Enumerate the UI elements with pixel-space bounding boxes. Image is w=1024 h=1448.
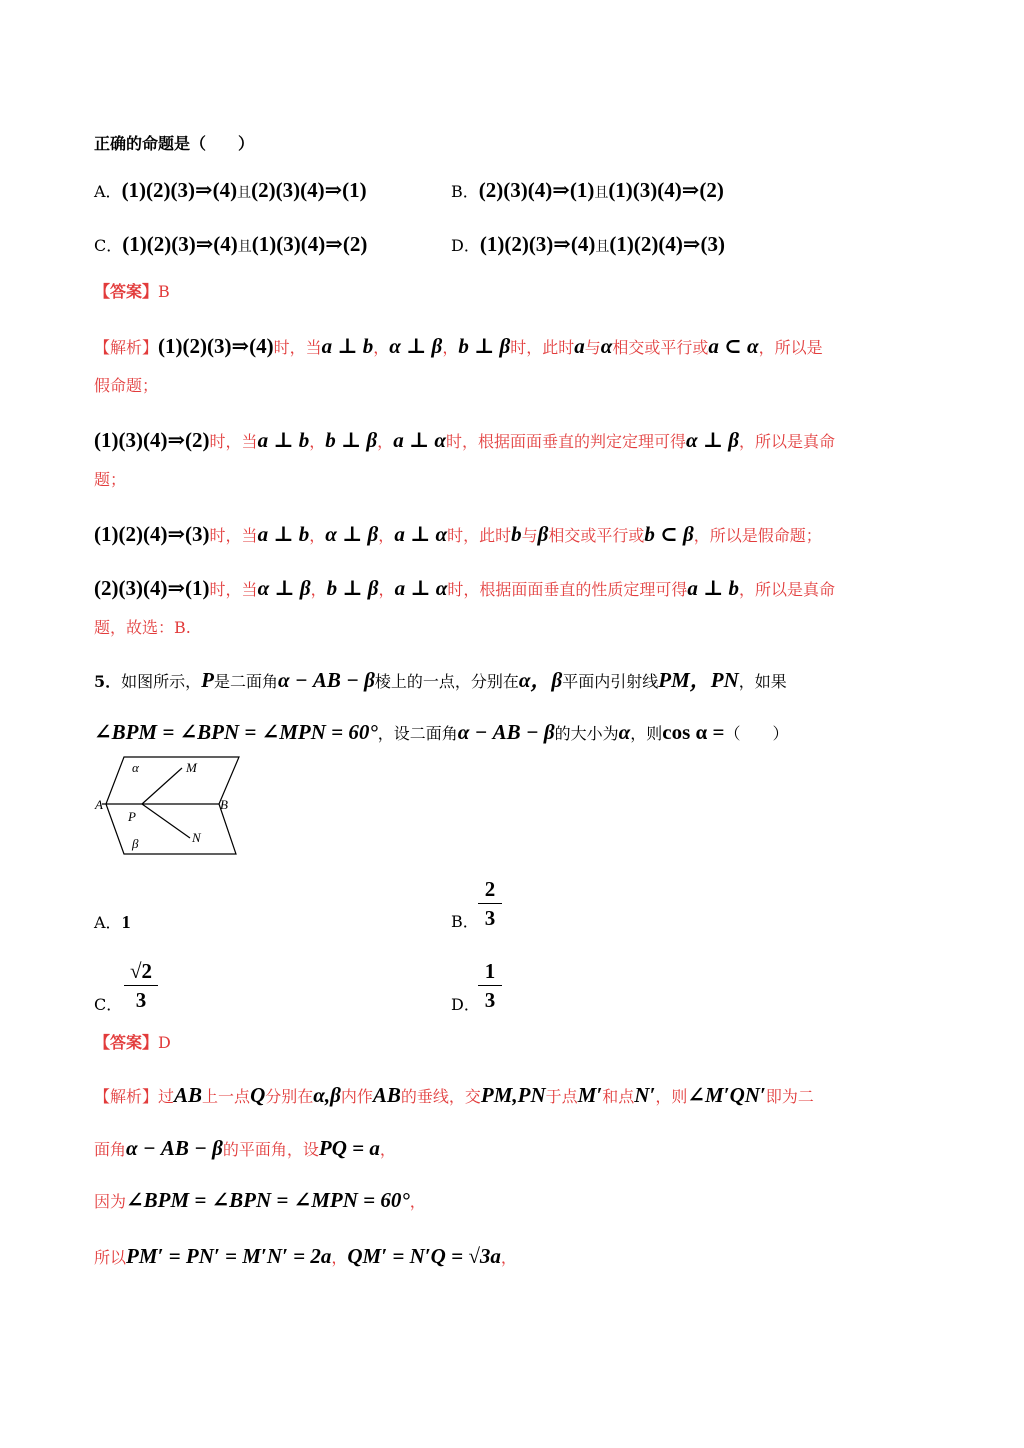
q5-analysis-line-4: 所以PM′ = PN′ = M′N′ = 2a，QM′ = N′Q = √3a， <box>94 1244 517 1268</box>
q5-stem-line-2: ∠BPM = ∠BPN = ∠MPN = 60°，设二面角α − AB − β的大小为α，则cos α =（ ） <box>94 720 789 744</box>
q5-answer: 【答案】D <box>94 1033 171 1052</box>
plane-beta-outline <box>106 804 236 854</box>
q5-option-b-fraction: 2 3 <box>478 876 502 931</box>
q5-option-c-fraction: √2 3 <box>124 958 158 1013</box>
q5-analysis-line-1: 【解析】过AB上一点Q分别在α,β内作AB的垂线，交PM,PN于点M′和点N′，则∠M′QN′即为二 <box>94 1083 814 1107</box>
q5-option-c-label: C． <box>94 995 123 1014</box>
q4-option-d: D．(1)(2)(3)⇒(4)且(1)(2)(4)⇒(3) <box>451 232 725 256</box>
q4-analysis-line-4: 题； <box>94 470 127 489</box>
ray-pm <box>142 768 182 804</box>
q4-option-c: C．(1)(2)(3)⇒(4)且(1)(3)(4)⇒(2) <box>94 232 368 256</box>
label-beta: β <box>132 836 139 851</box>
dihedral-angle-figure <box>94 752 244 862</box>
q4-option-a: A．(1)(2)(3)⇒(4)且(2)(3)(4)⇒(1) <box>94 178 367 202</box>
q4-analysis-line-7: 题，故选：B. <box>94 618 191 637</box>
q4-option-b: B．(2)(3)(4)⇒(1)且(1)(3)(4)⇒(2) <box>451 178 724 202</box>
q5-option-d-label: D． <box>451 995 480 1014</box>
label-alpha: α <box>132 760 139 775</box>
q4-answer: 【答案】B <box>94 282 170 301</box>
q4-analysis-line-1: 【解析】(1)(2)(3)⇒(4)时，当a ⊥ b，α ⊥ β，b ⊥ β时，此时a与α相交或平行或a ⊂ α，所以是 <box>94 334 823 358</box>
label-a: A <box>95 797 103 812</box>
label-b: B <box>220 797 228 812</box>
q5-option-b-label: B． <box>451 912 479 931</box>
label-m: M <box>186 760 197 775</box>
q5-stem-line-1: 5．如图所示，P是二面角α − AB − β棱上的一点，分别在α，β平面内引射线PM，PN，如果 <box>94 668 787 692</box>
q5-analysis-line-2: 面角α − AB − β的平面角，设PQ = a， <box>94 1136 396 1160</box>
q4-analysis-line-5: (1)(2)(4)⇒(3)时，当a ⊥ b，α ⊥ β，a ⊥ α时，此时b与β相交或平行或b ⊂ β，所以是假命题； <box>94 522 822 546</box>
label-n: N <box>192 830 201 845</box>
q5-option-d-fraction: 1 3 <box>478 958 502 1013</box>
q4-analysis-line-3: (1)(3)(4)⇒(2)时，当a ⊥ b，b ⊥ β，a ⊥ α时，根据面面垂直的判定定理可得α ⊥ β，所以是真命 <box>94 428 836 452</box>
label-p: P <box>128 809 136 824</box>
q4-analysis-line-2: 假命题； <box>94 376 159 395</box>
ray-pn <box>142 804 190 838</box>
q5-analysis-line-3: 因为∠BPM = ∠BPN = ∠MPN = 60°， <box>94 1188 426 1212</box>
q4-analysis-line-6: (2)(3)(4)⇒(1)时，当α ⊥ β，b ⊥ β，a ⊥ α时，根据面面垂直的性质定理可得a ⊥ b，所以是真命 <box>94 576 836 600</box>
q5-option-a: A．1 <box>94 912 131 932</box>
q4-stem: 正确的命题是（ ） <box>94 134 255 153</box>
